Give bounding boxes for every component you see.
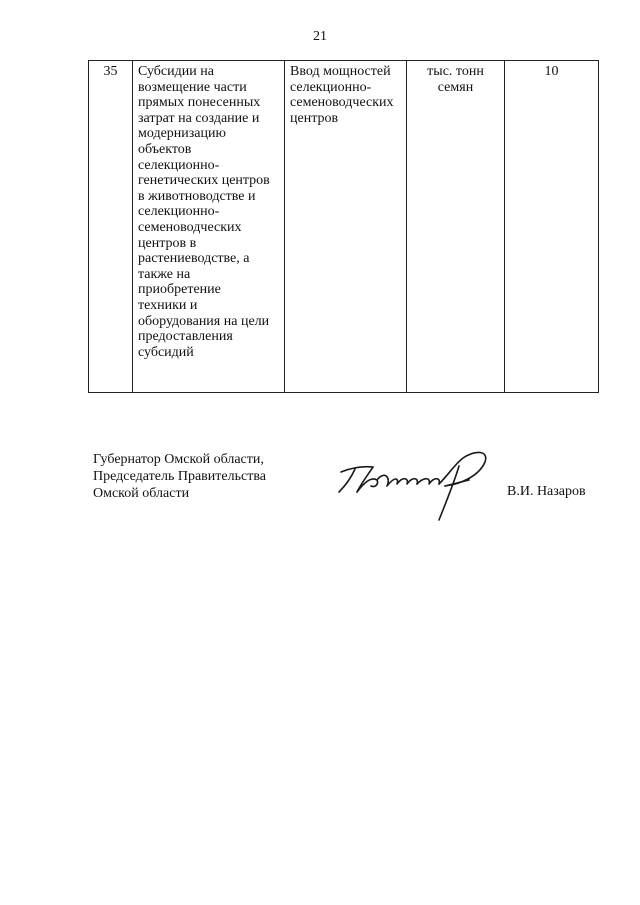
signatory-position <box>93 451 266 502</box>
page-number: 21 <box>313 29 327 44</box>
indicator-line: центров <box>290 110 339 126</box>
subsidy-name-line: генетических центров <box>138 173 270 189</box>
subsidy-name-line: Субсидии на <box>138 64 214 79</box>
subsidy-name-line: субсидий <box>138 344 194 360</box>
subsidy-name-line: селекционно- <box>138 157 220 173</box>
subsidy-name-line: предоставления <box>138 329 233 345</box>
subsidy-name-line: центров в <box>138 235 197 251</box>
position-line: Омской области <box>93 486 190 501</box>
subsidy-name-line: растениеводстве, а <box>138 251 250 267</box>
indicator-line: семеноводческих <box>290 95 394 111</box>
subsidy-name-cell <box>133 61 285 393</box>
handwritten-signature <box>333 440 503 525</box>
position-line: Губернатор Омской области, <box>93 452 264 467</box>
value-cell: 10 <box>505 61 599 393</box>
unit-line: тыс. тонн <box>427 64 484 79</box>
subsidy-name-line: в животноводстве и <box>138 188 256 204</box>
subsidy-table <box>88 60 599 393</box>
indicator-line: Ввод мощностей <box>290 64 391 79</box>
subsidy-name-line: приобретение <box>138 282 221 298</box>
unit-line: семян <box>437 79 474 95</box>
subsidy-name-line: возмещение части <box>138 79 247 95</box>
subsidy-name-line: селекционно- <box>138 204 220 220</box>
subsidy-name-line: прямых понесенных <box>138 95 261 111</box>
indicator-cell <box>285 61 407 393</box>
subsidy-name-line: также на <box>138 266 191 282</box>
subsidy-name-line: оборудования на цели <box>138 313 270 329</box>
row-number: 35 <box>89 61 133 393</box>
signatory-name: В.И. Назаров <box>507 484 586 499</box>
subsidy-name-line: техники и <box>138 297 198 313</box>
table-row <box>89 61 599 393</box>
subsidy-name-line: семеноводческих <box>138 219 242 235</box>
subsidy-name-line: затрат на создание и <box>138 110 260 126</box>
unit-cell <box>407 61 505 393</box>
subsidy-name-line: объектов <box>138 141 192 157</box>
indicator-line: селекционно- <box>290 79 372 95</box>
position-line: Председатель Правительства <box>93 469 266 484</box>
subsidy-name-line: модернизацию <box>138 126 226 142</box>
